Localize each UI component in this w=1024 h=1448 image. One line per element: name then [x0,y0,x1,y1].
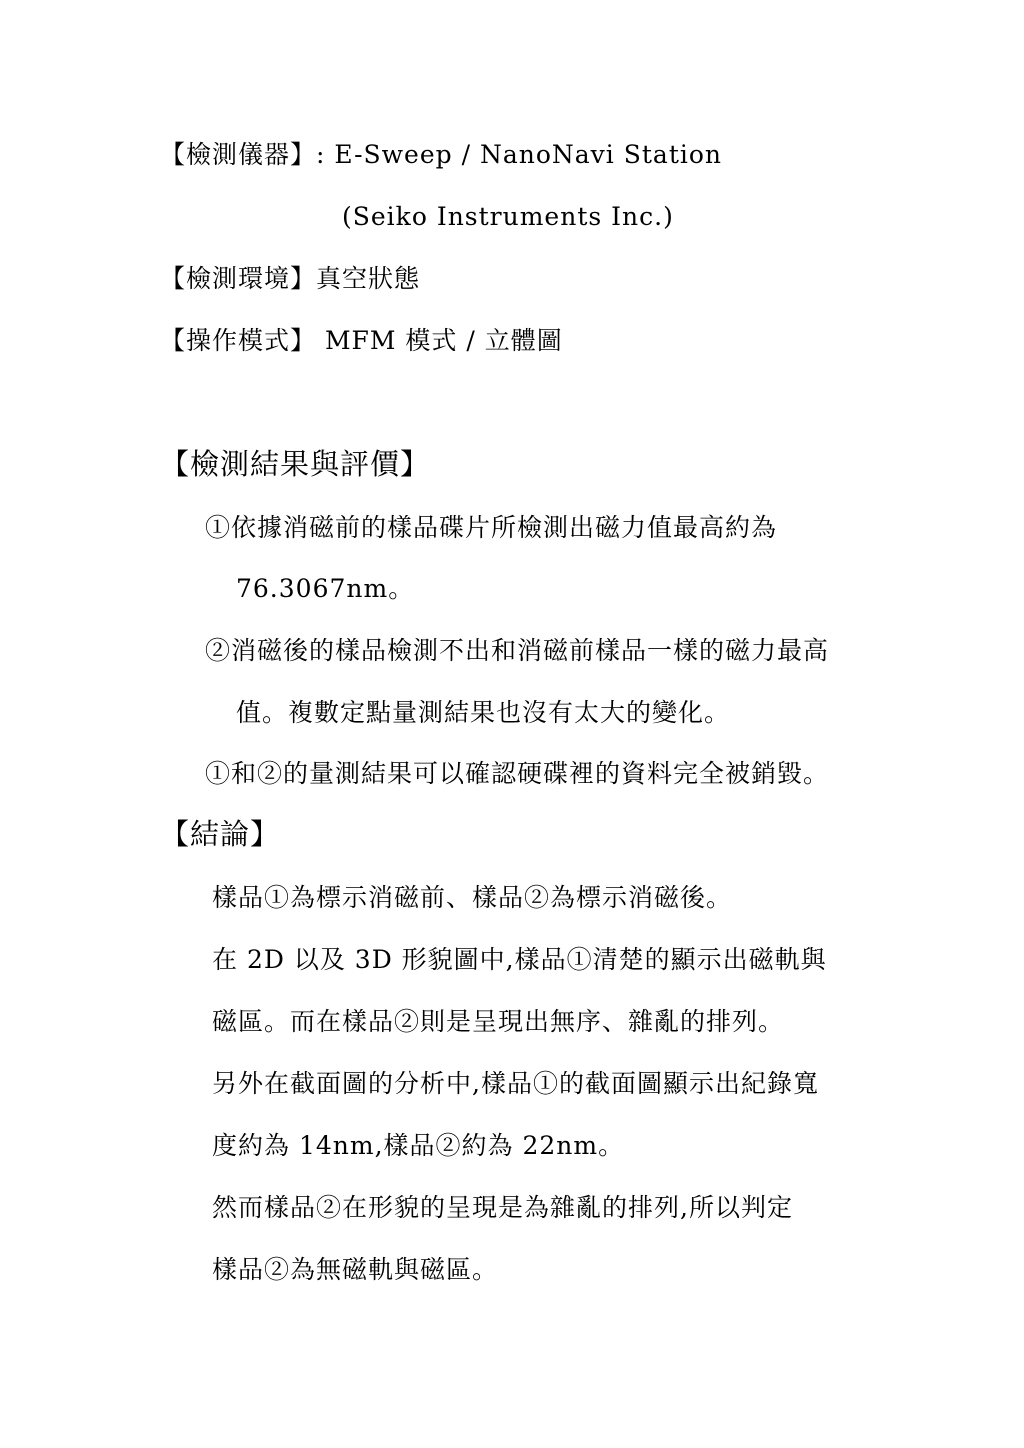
result-item-1-line-1: ①依據消磁前的樣品碟片所檢測出磁力值最高約為 [205,513,778,542]
conclusion-line: 樣品①為標示消磁前、樣品②為標示消磁後。 [212,883,733,912]
result-item-1-line-2: 76.3067nm。 [236,574,415,603]
conclusion-line: 度約為 14nm,樣品②約為 22nm。 [212,1131,625,1160]
instrument-line: 【檢測儀器】: E-Sweep / NanoNavi Station [160,140,723,169]
results-heading: 【檢測結果與評價】 [160,447,431,481]
conclusion-line: 磁區。而在樣品②則是呈現出無序、雜亂的排列。 [212,1007,785,1036]
manufacturer-line: (Seiko Instruments Inc.) [342,202,674,231]
conclusion-line: 樣品②為無磁軌與磁區。 [212,1255,499,1284]
result-item-2-line-1: ②消磁後的樣品檢測不出和消磁前樣品一樣的磁力最高 [205,636,830,665]
conclusion-line: 在 2D 以及 3D 形貌圖中,樣品①清楚的顯示出磁軌與 [212,945,827,974]
result-item-2-line-2: 值。複數定點量測結果也沒有太大的變化。 [236,698,731,727]
conclusion-heading: 【結論】 [160,817,281,851]
result-summary: ①和②的量測結果可以確認硬碟裡的資料完全被銷毀。 [205,759,830,788]
mode-line: 【操作模式】 MFM 模式 / 立體圖 [160,326,563,355]
conclusion-line: 然而樣品②在形貌的呈現是為雜亂的排列,所以判定 [212,1193,793,1222]
conclusion-line: 另外在截面圖的分析中,樣品①的截面圖顯示出紀錄寬 [212,1069,819,1098]
environment-line: 【檢測環境】真空狀態 [160,264,421,293]
